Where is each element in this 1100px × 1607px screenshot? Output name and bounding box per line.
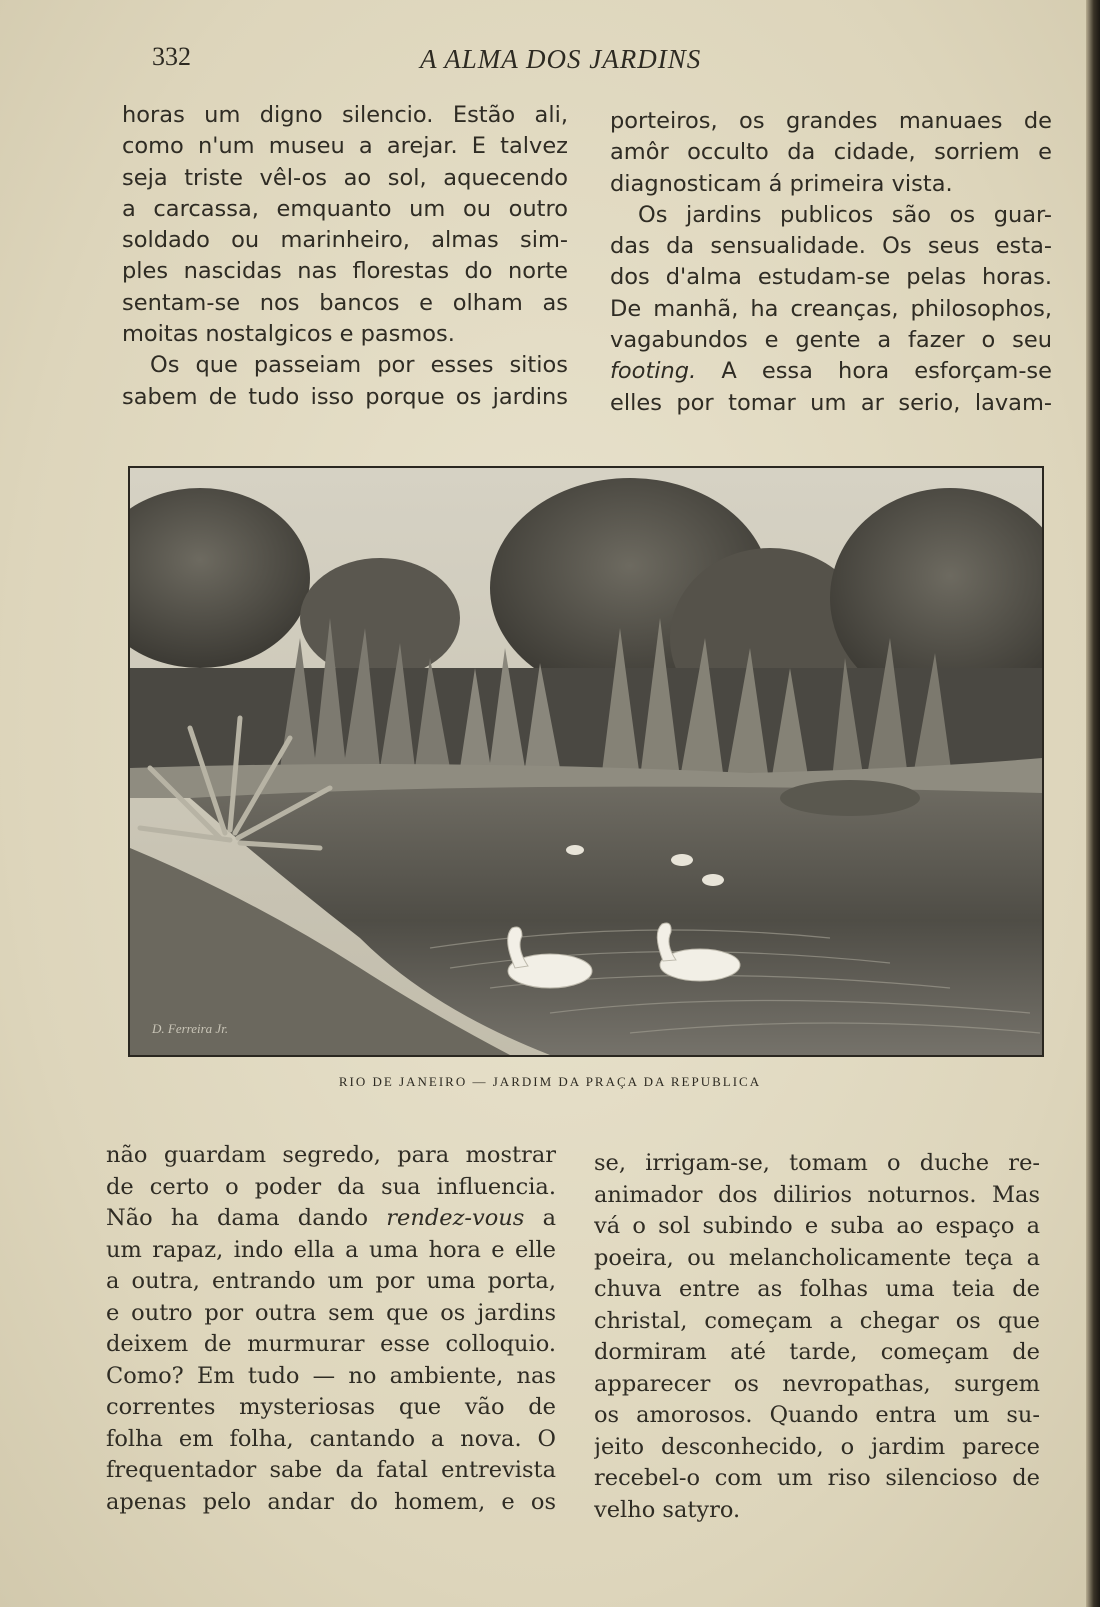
text-column-top-left xyxy=(122,100,568,413)
text-line: poeira, ou melancholicamente teça a xyxy=(594,1244,1040,1271)
text-line: de certo o poder da sua influencia. xyxy=(106,1173,556,1200)
text-line: porteiros, os grandes manuaes de xyxy=(610,108,1052,134)
page-number: 332 xyxy=(152,42,191,71)
text-line: não guardam segredo, para mostrar xyxy=(106,1142,556,1168)
text-line: velho satyro. xyxy=(594,1496,741,1523)
text-line: amôr occulto da cidade, sorriem e xyxy=(610,139,1052,166)
text-column-bottom-right xyxy=(594,1148,1040,1526)
text-column-top-right xyxy=(610,106,1052,419)
pond-with-swans-illustration xyxy=(130,468,1042,1055)
text-line: jeito desconhecido, o jardim parece xyxy=(594,1433,1040,1460)
text-line: Os que passeiam por esses sitios xyxy=(150,352,568,379)
text-line: seja triste vêl-os ao sol, aquecendo xyxy=(122,164,568,191)
text-line: e outro por outra sem que os jardins xyxy=(106,1299,556,1326)
text-line: folha em folha, cantando a nova. O xyxy=(106,1425,556,1452)
text-fragment: A essa hora esforçam-se xyxy=(721,358,1052,385)
text-line: animador dos dilirios noturnos. Mas xyxy=(594,1181,1040,1208)
text-fragment: a xyxy=(542,1205,556,1231)
text-line: vagabundos e gente a fazer o seu xyxy=(610,327,1052,354)
text-line: recebel-o com um riso silencioso de xyxy=(594,1465,1040,1491)
text-line: correntes mysteriosas que vão de xyxy=(106,1394,556,1420)
page-header xyxy=(0,42,1080,82)
text-line: sentam-se nos bancos e olham as xyxy=(122,289,568,316)
text-column-bottom-left xyxy=(106,1140,556,1518)
text-fragment: Não ha dama dando xyxy=(106,1205,369,1231)
text-line: das da sensualidade. Os seus esta- xyxy=(610,233,1052,260)
text-line: apparecer os nevropathas, surgem xyxy=(594,1370,1040,1397)
text-line: apenas pelo andar do homem, e os xyxy=(106,1488,556,1515)
italic-word: rendez-vous xyxy=(386,1205,525,1231)
text-line: um rapaz, indo ella a uma hora e elle xyxy=(106,1236,556,1263)
text-line-mixed xyxy=(610,356,1052,387)
text-line: christal, começam a chegar os que xyxy=(594,1307,1040,1334)
text-line: soldado ou marinheiro, almas sim- xyxy=(122,227,568,254)
text-line: moitas nostalgicos e pasmos. xyxy=(122,321,455,348)
photographer-signature: D. Ferreira Jr. xyxy=(152,1021,229,1036)
text-line: sabem de tudo isso porque os jardins xyxy=(122,383,568,410)
text-line: deixem de murmurar esse colloquio. xyxy=(106,1331,556,1357)
book-spine xyxy=(1086,0,1100,1607)
text-line: Como? Em tudo — no ambiente, nas xyxy=(106,1362,556,1389)
text-line: Os jardins publicos são os guar- xyxy=(638,201,1052,228)
text-line: ples nascidas nas florestas do norte xyxy=(122,258,568,285)
text-line-mixed xyxy=(106,1203,556,1235)
text-line: horas um digno silencio. Estão ali, xyxy=(122,102,568,128)
text-line: frequentador sabe da fatal entrevista xyxy=(106,1457,556,1483)
text-line: chuva entre as folhas uma teia de xyxy=(594,1276,1040,1302)
text-line: os amorosos. Quando entra um su- xyxy=(594,1402,1040,1428)
text-line: a carcassa, emquanto um ou outro xyxy=(122,195,568,222)
text-line: dormiram até tarde, começam de xyxy=(594,1339,1040,1365)
text-line: diagnosticam á primeira vista. xyxy=(610,170,953,197)
text-line: De manhã, ha creanças, philosophos, xyxy=(610,295,1052,322)
text-line: vá o sol subindo e suba ao espaço a xyxy=(594,1213,1040,1239)
photo-caption: RIO DE JANEIRO — JARDIM DA PRAÇA DA REPUBLICA xyxy=(338,1074,762,1089)
garden-photograph xyxy=(128,466,1044,1057)
text-line: a outra, entrando um por uma porta, xyxy=(106,1268,556,1294)
italic-word: footing. xyxy=(610,358,697,385)
text-line: como n'um museu a arejar. E talvez xyxy=(122,133,568,160)
text-line: elles por tomar um ar serio, lavam- xyxy=(610,389,1052,416)
running-title: A ALMA DOS JARDINS xyxy=(420,44,702,74)
text-line: se, irrigam-se, tomam o duche re- xyxy=(594,1150,1040,1176)
text-line: dos d'alma estudam-se pelas horas. xyxy=(610,264,1052,291)
